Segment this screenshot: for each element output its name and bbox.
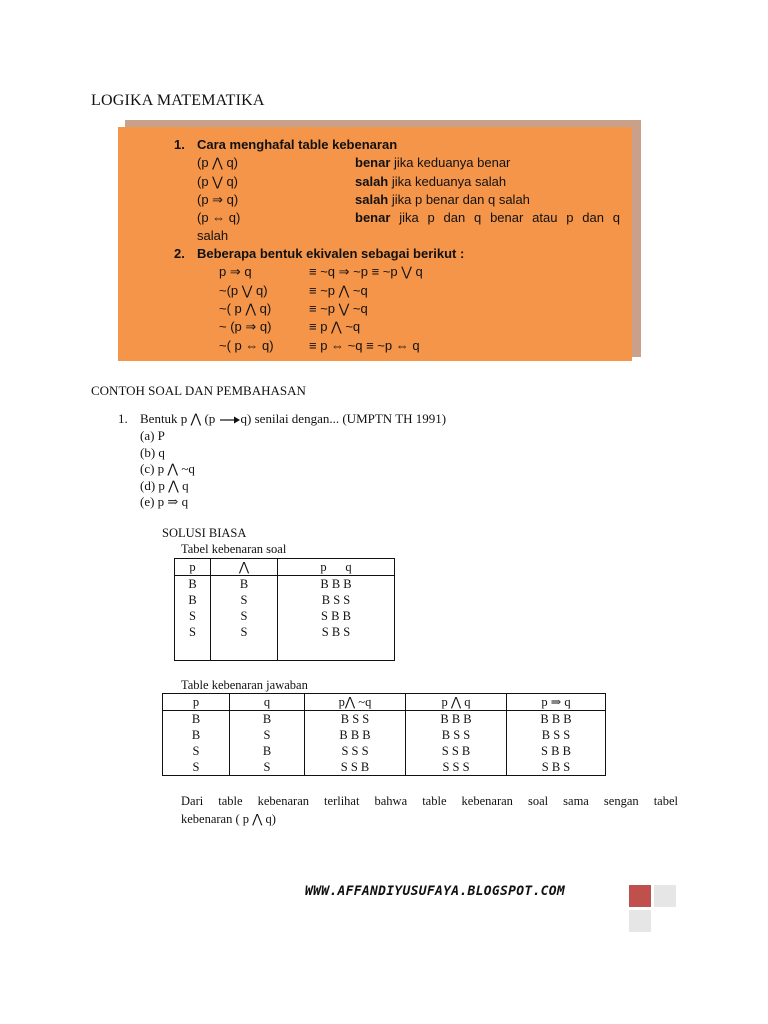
table2-header: p	[163, 694, 230, 711]
heading1-number: 1.	[174, 137, 185, 152]
table-cell: B S S	[406, 727, 507, 743]
option-d: (d) p ⋀ q	[140, 477, 189, 493]
truth-table-jawaban	[162, 693, 606, 776]
page-title: LOGIKA MATEMATIKA	[91, 92, 265, 109]
table-row	[163, 759, 606, 776]
table-cell: S B S	[321, 625, 351, 639]
table-cell: B B B	[406, 711, 507, 728]
rule-iff-wrap: salah	[197, 228, 229, 243]
table-row	[175, 592, 395, 608]
rule-implies: salah jika p benar dan q salah	[355, 192, 530, 207]
table-cell: B S S	[305, 711, 406, 728]
table-row	[163, 727, 606, 743]
section-title: CONTOH SOAL DAN PEMBAHASAN	[91, 383, 306, 398]
table-cell: S	[175, 624, 211, 640]
table-cell: B B B	[305, 727, 406, 743]
table-row	[163, 743, 606, 759]
rule-and: benar jika keduanya benar	[355, 155, 511, 170]
equiv-rhs-3: ≡ ~p ⋁ ~q	[309, 301, 368, 316]
rule-iff: benar jika p dan q benar atau p dan q	[355, 210, 620, 225]
table-cell: B	[230, 743, 305, 759]
table-row	[175, 608, 395, 624]
table2-header: p ⋀ q	[406, 694, 507, 711]
table-cell: B B B	[320, 577, 352, 591]
question-text: Bentuk p ⋀ (p q) senilai dengan... (UMPTN TH 1991)	[140, 411, 447, 426]
truth-table-soal	[174, 558, 395, 661]
table-cell: S	[211, 608, 278, 624]
question-number: 1.	[118, 411, 128, 426]
table2-header: q	[230, 694, 305, 711]
equiv-rhs-1: ≡ ~q ⇒ ~p ≡ ~p ⋁ q	[309, 264, 423, 279]
table-cell: S	[211, 592, 278, 608]
table2-header: p ⇒ q	[507, 694, 606, 711]
equiv-rhs-5: ≡ p ⇔ ~q ≡ ~p ⇔ q	[309, 338, 420, 353]
option-c: (c) p ⋀ ~q	[140, 461, 195, 476]
table-cell: B	[230, 711, 305, 728]
table1-header: p	[175, 559, 211, 576]
table-cell: B	[163, 711, 230, 728]
conclusion-line1: Dari table kebenaran terlihat bahwa table kebenaran soal sama sengan tabel	[181, 794, 678, 808]
table-cell: S S S	[406, 759, 507, 776]
table-row	[175, 624, 395, 640]
table-cell: S	[211, 624, 278, 640]
table-cell: B B B	[507, 711, 606, 728]
table-cell: S S B	[305, 759, 406, 776]
expr-or: (p ⋁ q)	[197, 174, 239, 189]
table1-label: Tabel kebenaran soal	[181, 542, 287, 556]
table-cell: B	[211, 576, 278, 593]
footer-url[interactable]: WWW.AFFANDIYUSUFAYA.BLOGSPOT.COM	[305, 884, 566, 899]
table-cell: B	[175, 592, 211, 608]
heading2: Beberapa bentuk ekivalen sebagai berikut :	[197, 246, 465, 261]
table-cell: S	[230, 759, 305, 776]
table-cell: S	[230, 727, 305, 743]
table1-header: p q	[320, 560, 352, 574]
table-row	[163, 711, 606, 728]
expr-implies: (p ⇒ q)	[197, 192, 239, 207]
table-row-empty	[175, 640, 395, 661]
equiv-lhs-3: ~( p ⋀ q)	[219, 301, 272, 316]
solusi-title: SOLUSI BIASA	[162, 526, 247, 540]
expr-and: (p ⋀ q)	[197, 155, 239, 170]
footer-accent-square	[629, 885, 651, 907]
table2-label: Table kebenaran jawaban	[181, 678, 308, 692]
table-cell: S S S	[305, 743, 406, 759]
equiv-lhs-4: ~ (p ⇒ q)	[219, 319, 272, 334]
table-cell: S	[175, 608, 211, 624]
arrow-icon	[219, 415, 241, 425]
footer-grey-square	[654, 885, 676, 907]
equiv-lhs-2: ~(p ⋁ q)	[219, 283, 268, 298]
option-e: (e) p ⇒ q	[140, 494, 189, 509]
options-list	[140, 428, 195, 511]
option-a: (a) P	[140, 428, 165, 443]
table-cell: B	[175, 576, 211, 593]
table-cell: B	[163, 727, 230, 743]
heading2-number: 2.	[174, 246, 185, 261]
expr-iff: (p ⇔ q)	[197, 210, 241, 225]
option-b: (b) q	[140, 444, 165, 460]
equiv-rhs-4: ≡ p ⋀ ~q	[309, 319, 361, 334]
table-cell: B S S	[321, 593, 351, 607]
table1-header: ⋀	[211, 559, 278, 576]
conclusion-line2: kebenaran ( p ⋀ q)	[181, 812, 276, 826]
table2-header: p⋀ ~q	[305, 694, 406, 711]
equiv-lhs-5: ~( p ⇔ q)	[219, 338, 274, 353]
rule-or: salah jika keduanya salah	[355, 174, 507, 189]
table-cell: S S B	[406, 743, 507, 759]
equiv-lhs-1: p ⇒ q	[219, 264, 252, 279]
table-cell: S B S	[507, 759, 606, 776]
table-cell: S	[163, 759, 230, 776]
table-row	[175, 576, 395, 593]
heading1: Cara menghafal table kebenaran	[197, 137, 398, 152]
equiv-rhs-2: ≡ ~p ⋀ ~q	[309, 283, 368, 298]
table-cell: S B B	[321, 609, 351, 623]
table-cell: B S S	[507, 727, 606, 743]
summary-box	[118, 127, 632, 361]
table-cell: S	[163, 743, 230, 759]
footer-grey-square	[629, 910, 651, 932]
table-cell: S B B	[507, 743, 606, 759]
